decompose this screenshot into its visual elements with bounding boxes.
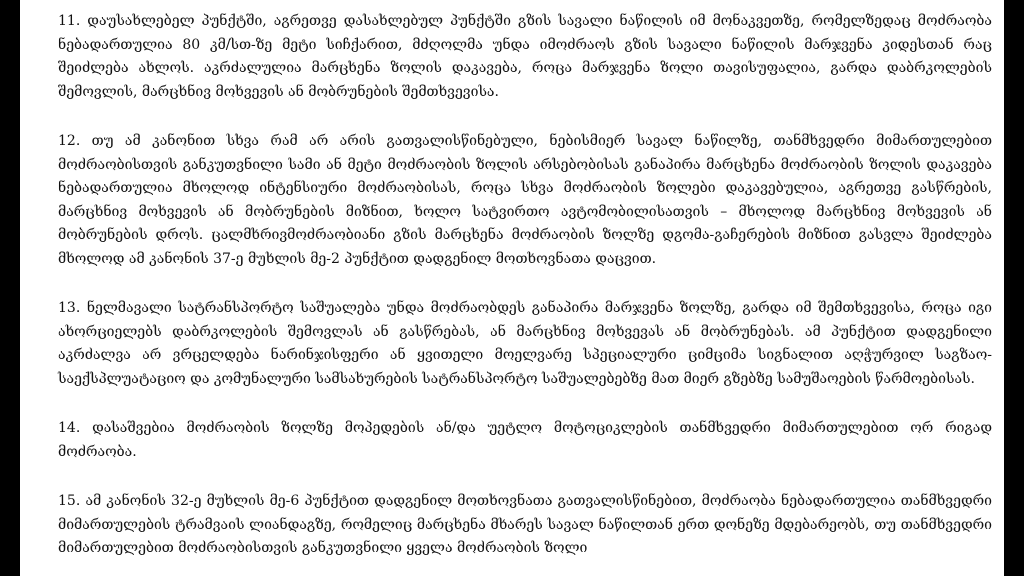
document-body	[58, 10, 992, 576]
paragraph-15: 15. ამ კანონის 32-ე მუხლის მე-6 პუნქტით დადგენილ მოთხოვნათა გათვალისწინებით, მოძრაობა ნებადართულია თანმხვედრი მიმართულების ტრამვაის ლიანდაგზე, რომელიც მარცხენა მხარეს სავალ ნაწილთან ერთ დონეზე მდებარეობს, თუ თანმხვედრი მიმართულებით მოძრაობისთვის განკუთვნილი ყველა მოძრაობის ზოლი	[58, 493, 992, 556]
paragraph-13: 13. ნელმავალი სატრანსპორტო საშუალება უნდა მოძრაობდეს განაპირა მარჯვენა ზოლზე, გარდა იმ შემთხვევისა, როცა იგი ახორციელებს დაბრკოლების შემოვლას ან გასწრებას, ან მარცხნივ მოხვევას ან მობრუნებას. ამ პუნქტით დადგენილი აკრძალვა არ ვრცელდება ნარინჯისფერი ან ყვითელი მოელვარე სპეციალური ციმციმა სიგნალით აღჭურვილ საგზაო-საექსპლუატაციო და კომუნალური სამსახურების სატრანსპორტო საშუალებებზე მათ მიერ გზებზე სამუშაოების წარმოებისას.	[58, 300, 992, 387]
paragraph-12: 12. თუ ამ კანონით სხვა რამ არ არის გათვალისწინებული, ნებისმიერ სავალ ნაწილზე, თანმხვედრი მიმართულებით მოძრაობისთვის განკუთვნილი სამი ან მეტი მოძრაობის ზოლის არსებობისას განაპირა მარცხენა მოძრაობის ზოლის დაკავება ნებადართულია მხოლოდ ინტენსიური მოძრაობისას, როცა სხვა მოძრაობის ზოლები დაკავებულია, აგრეთვე გასწრების, მარცხნივ მოხვევის ან მობრუნების მიზნით, ხოლო სატვირთო ავტომობილისათვის – მხოლოდ მარცხნივ მოხვევის ან მობრუნების დროს. ცალმხრივმოძრაობიანი გზის მარცხენა მოძრაობის ზოლზე დგომა-გაჩერების მიზნით გასვლა შეიძლება მხოლოდ ამ კანონის 37-ე მუხლის მე-2 პუნქტით დადგენილ მოთხოვნათა დაცვით.	[58, 133, 992, 267]
paragraph-14: 14. დასაშვებია მოძრაობის ზოლზე მოპედების ან/და უეტლო მოტოციკლების თანმხვედრი მიმართულებით ორ რიგად მოძრაობა.	[58, 420, 992, 460]
paragraph-11: 11. დაუსახლებელ პუნქტში, აგრეთვე დასახლებულ პუნქტში გზის სავალი ნაწილის იმ მონაკვეთზე, რომელზედაც მოძრაობა ნებადართულია 80 კმ/სთ-ზე მეტი სიჩქარით, მძღოლმა უნდა იმოძრაოს გზის სავალი ნაწილის მარჯვენა კიდესთან რაც შეიძლება ახლოს. აკრძალულია მარცხენა ზოლის დაკავება, როცა მარჯვენა ზოლი თავისუფალია, გარდა დაბრკოლების შემოვლის, მარცხნივ მოხვევის ან მობრუნების შემთხვევისა.	[58, 13, 992, 100]
document-page	[20, 0, 1004, 576]
